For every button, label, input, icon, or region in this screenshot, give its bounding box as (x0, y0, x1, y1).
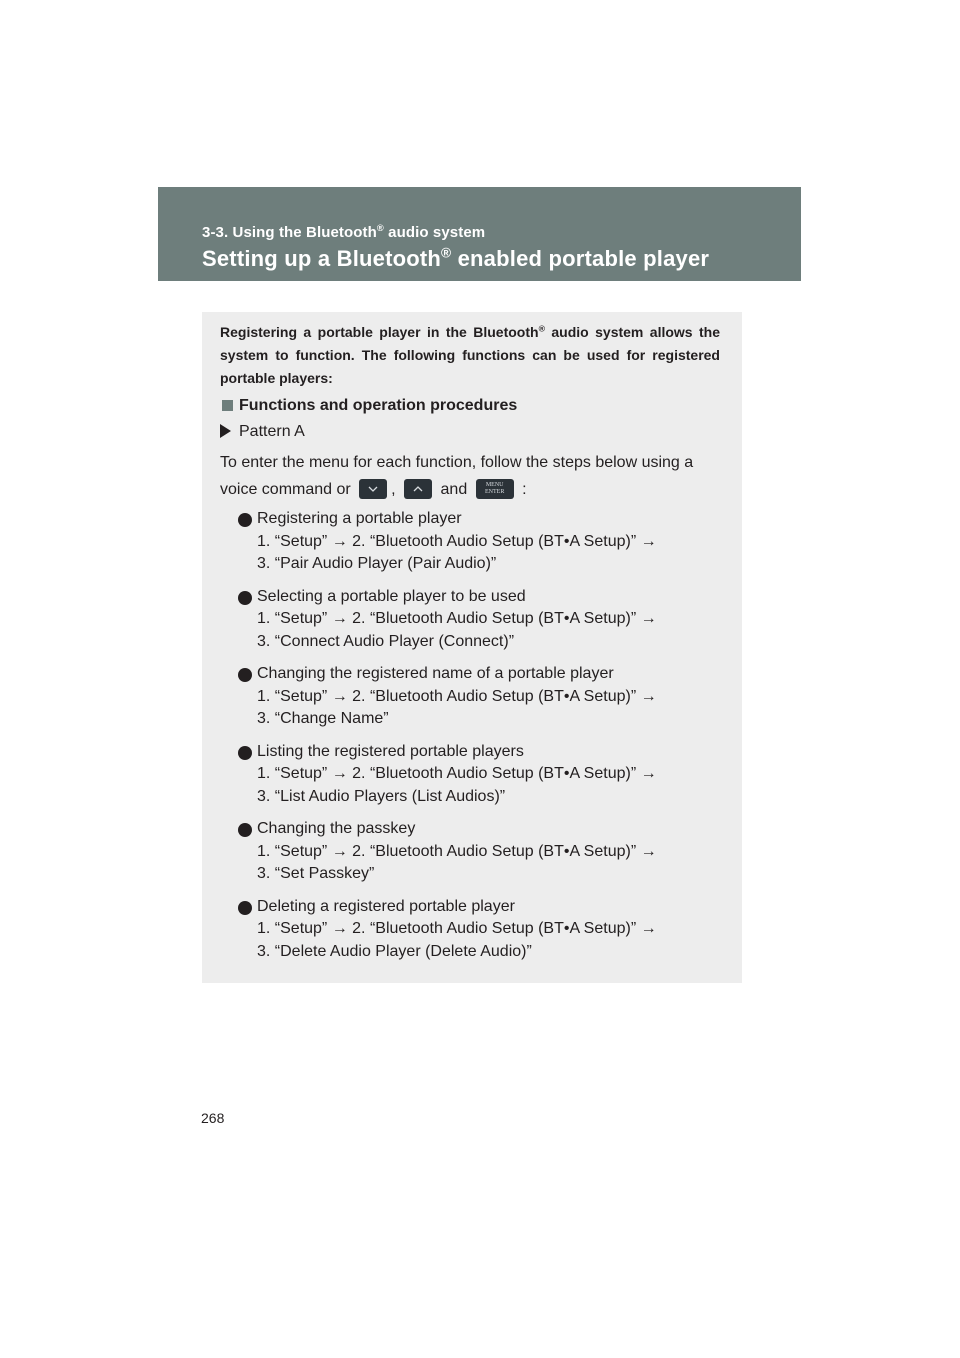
function-step-2: 3. “Connect Audio Player (Connect)” (257, 632, 515, 650)
menu-label: MENU (485, 482, 504, 488)
down-button-icon (359, 479, 387, 499)
section-label-text: 3-3. Using the Bluetooth (202, 224, 377, 241)
function-step-2: 3. “Delete Audio Player (Delete Audio)” (257, 942, 532, 960)
function-step-1: 1. “Setup” → 2. “Bluetooth Audio Setup (BT•A Setup)” → (257, 920, 657, 937)
function-list (238, 508, 718, 973)
function-step-2: 3. “Set Passkey” (257, 865, 375, 882)
page-header (158, 187, 801, 281)
content-panel (202, 312, 742, 983)
pattern-label (220, 423, 305, 441)
list-item (238, 663, 718, 741)
function-name: Listing the registered portable players (257, 742, 524, 760)
intro-text: Registering a portable player in the Bluetooth (220, 324, 539, 340)
function-step-1: 1. “Setup” → 2. “Bluetooth Audio Setup (BT•A Setup)” → (257, 842, 657, 860)
intro-text-cont: audio system allows the system to function. The following functions can be used for registered portable players: (220, 324, 721, 386)
registered-mark: ® (376, 223, 384, 233)
list-item (238, 586, 718, 664)
up-button-icon (404, 479, 432, 499)
registered-mark: ® (538, 323, 545, 334)
page-number: 268 (201, 1110, 225, 1126)
list-item (238, 896, 718, 974)
subheading-text: Functions and operation procedures (239, 397, 518, 414)
list-item (238, 508, 718, 586)
function-name: Changing the passkey (257, 820, 416, 837)
instruction-line-2 (220, 476, 527, 503)
bullet-icon (238, 823, 252, 837)
list-item (238, 818, 718, 896)
function-step-2: 3. “Change Name” (257, 710, 389, 727)
bullet-icon (238, 591, 252, 605)
function-step-2: 3. “List Audio Players (List Audios)” (257, 787, 506, 805)
section-label (202, 224, 485, 241)
registered-mark: ® (441, 245, 452, 261)
square-bullet-icon (222, 400, 233, 411)
bullet-icon (238, 668, 252, 682)
list-item (238, 741, 718, 819)
page-title-suffix: enabled portable player (451, 246, 710, 271)
page-title (202, 246, 709, 272)
bullet-icon (238, 901, 252, 915)
and-text: and (440, 481, 468, 498)
intro-paragraph (220, 321, 720, 390)
enter-label: ENTER (485, 489, 505, 495)
function-step-1: 1. “Setup” → 2. “Bluetooth Audio Setup (BT•A Setup)” → (257, 532, 657, 550)
colon: : (522, 481, 527, 498)
bullet-icon (238, 513, 252, 527)
page-title-text: Setting up a Bluetooth (202, 246, 442, 271)
function-step-1: 1. “Setup” → 2. “Bluetooth Audio Setup (BT•A Setup)” → (257, 610, 657, 627)
function-step-2: 3. “Pair Audio Player (Pair Audio)” (257, 555, 497, 572)
function-name: Selecting a portable player to be used (257, 587, 526, 605)
function-step-1: 1. “Setup” → 2. “Bluetooth Audio Setup (BT•A Setup)” → (257, 765, 657, 782)
function-name: Deleting a registered portable player (257, 897, 515, 915)
comma: , (391, 481, 396, 498)
function-step-1: 1. “Setup” → 2. “Bluetooth Audio Setup (BT•A Setup)” → (257, 687, 657, 705)
pattern-text: Pattern A (239, 423, 305, 440)
bullet-icon (238, 746, 252, 760)
instruction-line-1: To enter the menu for each function, follow the steps below using a (220, 454, 694, 471)
triangle-right-icon (220, 424, 231, 438)
section-label-suffix: audio system (383, 224, 486, 241)
function-name: Registering a portable player (257, 510, 462, 527)
function-name: Changing the registered name of a portable player (257, 665, 614, 682)
instruction-text: voice command or (220, 481, 351, 498)
subheading (222, 397, 517, 415)
menu-enter-button-icon (476, 479, 514, 499)
